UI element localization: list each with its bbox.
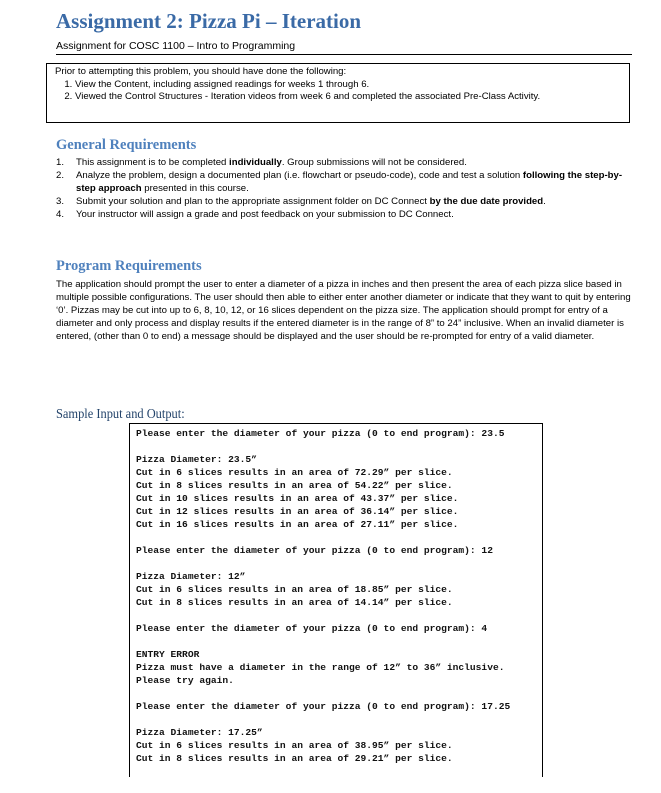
console-line: Cut in 6 slices results in an area of 18.85” per slice. xyxy=(136,584,453,595)
sample-io-heading: Sample Input and Output: xyxy=(56,406,185,421)
console-line xyxy=(136,609,536,622)
prerequisites-list xyxy=(55,79,621,104)
console-line xyxy=(136,713,536,726)
console-line xyxy=(136,531,536,544)
console-line xyxy=(136,635,536,648)
console-line: Cut in 6 slices results in an area of 38.95” per slice. xyxy=(136,740,453,751)
console-line: Please enter the diameter of your pizza (0 to end program): 17.25 xyxy=(136,701,511,712)
console-line: Cut in 10 slices results in an area of 43.37” per slice. xyxy=(136,493,459,504)
sample-console-output xyxy=(129,423,543,777)
requirement-item: 3. Submit your solution and plan to the appropriate assignment folder on DC Connect by the due date provided. xyxy=(56,195,546,207)
console-line: Pizza Diameter: 23.5” xyxy=(136,454,257,465)
general-requirements-list xyxy=(56,157,632,222)
prerequisites-intro: Prior to attempting this problem, you should have done the following: xyxy=(55,66,347,77)
console-line: Pizza must have a diameter in the range of 12” to 36” inclusive. xyxy=(136,662,505,673)
console-line: Pizza Diameter: 12” xyxy=(136,571,246,582)
console-line: Please enter the diameter of your pizza (0 to end program): 23.5 xyxy=(136,428,505,439)
console-line: Cut in 8 slices results in an area of 54.22” per slice. xyxy=(136,480,453,491)
prerequisite-item: 2. Viewed the Control Structures - Iteration videos from week 6 and completed the associated Pre-Class Activity. xyxy=(75,91,621,104)
requirement-item: 2. Analyze the problem, design a documented plan (i.e. flowchart or pseudo-code), code and test a solution following the step-by-step approach presented in this course. xyxy=(56,169,623,194)
program-requirements-heading: Program Requirements xyxy=(56,258,202,274)
prerequisite-item: 1. View the Content, including assigned readings for weeks 1 through 6. xyxy=(75,79,621,92)
title-divider xyxy=(56,54,632,55)
console-line xyxy=(136,440,536,453)
console-line: Please enter the diameter of your pizza (0 to end program): 4 xyxy=(136,623,488,634)
console-line: Cut in 12 slices results in an area of 36.14” per slice. xyxy=(136,506,459,517)
requirement-item: 1. This assignment is to be completed individually. Group submissions will not be considered. xyxy=(56,157,467,168)
console-line: Cut in 16 slices results in an area of 27.11” per slice. xyxy=(136,519,459,530)
prerequisites-box xyxy=(46,63,630,123)
console-line xyxy=(136,557,536,570)
page-subtitle: Assignment for COSC 1100 – Intro to Programming xyxy=(56,40,296,52)
requirement-item: 4. Your instructor will assign a grade and post feedback on your submission to DC Connect. xyxy=(56,208,454,220)
console-line: Cut in 6 slices results in an area of 72.29” per slice. xyxy=(136,467,453,478)
console-line: ENTRY ERROR xyxy=(136,649,200,660)
console-line: Please try again. xyxy=(136,675,234,686)
console-line xyxy=(136,687,536,700)
console-line: Cut in 8 slices results in an area of 14.14” per slice. xyxy=(136,597,453,608)
console-line: Cut in 8 slices results in an area of 29.21” per slice. xyxy=(136,753,453,764)
console-line: Pizza Diameter: 17.25” xyxy=(136,727,263,738)
console-line: Please enter the diameter of your pizza (0 to end program): 12 xyxy=(136,545,493,556)
page-title: Assignment 2: Pizza Pi – Iteration xyxy=(56,9,362,33)
general-requirements-heading: General Requirements xyxy=(56,137,197,153)
program-requirements-text: The application should prompt the user to enter a diameter of a pizza in inches and then present the area of each pizza slice based in multiple possible configurations. The user should then able to either enter another diameter or indicate that they want to quit by entering ‘0’. Pizzas may be cut into up to 6, 8, 10, 12, or 16 slices dependent on the pizza size. The application should prompt for entry of a diameter and only process and display results if the entered diameter is in the range of 8” to 24” inclusive. When an invalid diameter is entered, (other than 0 to end) a message should be displayed and the user should be re-prompted for entry of a valid diameter. xyxy=(56,279,631,342)
